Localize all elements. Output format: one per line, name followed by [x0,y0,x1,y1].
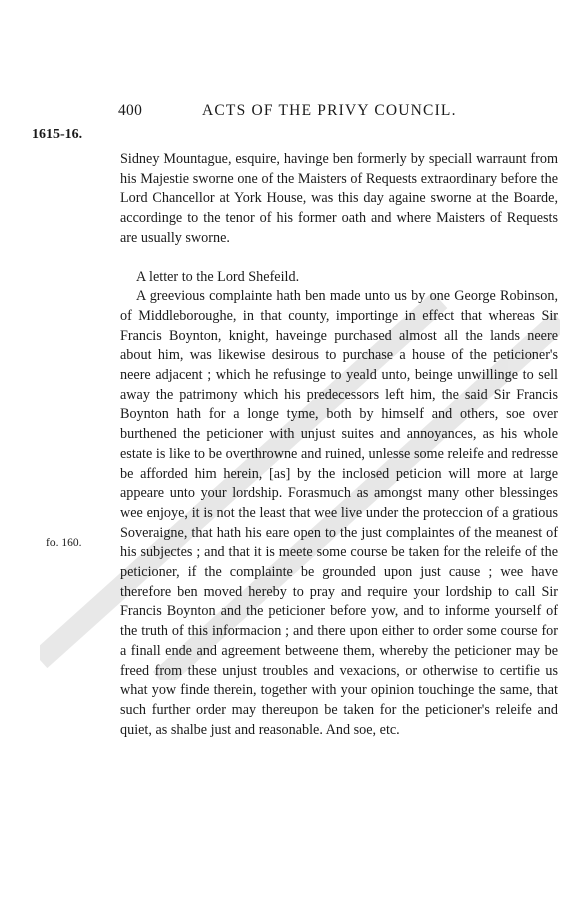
page-header [118,102,558,124]
letter-heading: A letter to the Lord Shefeild. [136,268,300,285]
running-title: ACTS OF THE PRIVY COUNCIL. [202,102,457,119]
paragraph-oath: Sidney Mountague, esquire, havinge ben formerly by speciall warraunt from his Majestie sworne one of the Maisters of Requests extraordinary before the Lord Chancellor at York House, was this day againe sworne at the Boarde, accordinge to the tenor of his former oath and where Maisters of Requests are usually sworne. [120,151,558,246]
margin-year: 1615-16. [32,127,83,142]
margin-folio: fo. 160. [46,537,82,549]
body-text [120,150,558,740]
page-number: 400 [118,102,143,119]
paragraph-letter: A greevious complainte hath ben made unto us by one George Robinson, of Middleboroughe, in that county, importinge in effect that whereas Sir Francis Boynton, knight, haveinge purchased almost all the lands neere about him, was likewise desirous to purchase a house of the peticioner's neere adjacent ; which he refusinge to yeald unto, beinge unwillinge to sell away the patrimony which his predecessors left him, the said Sir Francis Boynton hath for a longe tyme, both by himself and others, soe over burthened the peticioner with unjust suites and annoyances, as his whole estate is like to be overthrowne and ruined, unlesse some releife and redresse be afforded him herein, [as] by the inclosed peticion will more at large appeare unto your lordship. Forasmuch as amongst many other blessinges wee enjoye, it is not the least that wee live under the proteccion of a gratious Soveraigne, that hath his eare open to the just complaintes of the meanest of his subjectes ; and that it is meete some course be taken for the releife of the peticioner, if the complainte be grounded upon just cause ; wee have therefore ben moved hereby to pray and require your lordship to call Sir Francis Boynton and the peticioner before yow, and to informe yourself of the truth of this informacion ; and there upon either to order some course for a finall ende and agreement betweene them, whereby the peticioner may be freed from these unjust troubles and vexacions, or otherwise to certifie us what yow finde therein, together with your opinion touchinge the same, that such further order may thereupon be taken for the peticioner's releife and quiet, as shalbe just and reasonable. And soe, etc. [120,288,558,738]
